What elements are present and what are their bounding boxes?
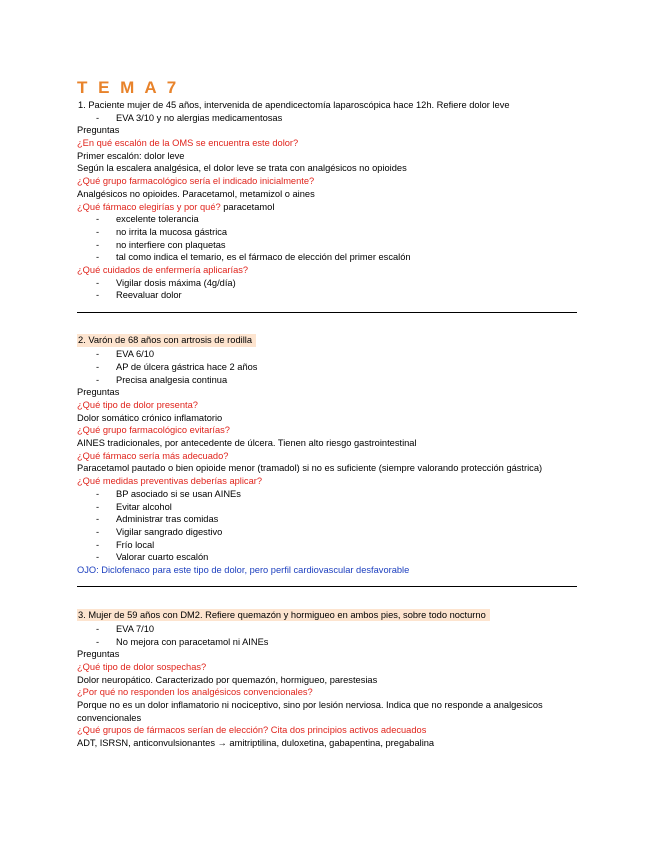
list-item: - EVA 7/10 — [77, 623, 577, 636]
case-3-question-3: ¿Qué grupos de fármacos serían de elección? Cita dos principios activos adecuados — [77, 725, 427, 736]
case-1-details — [77, 112, 577, 125]
case-3-preguntas-label: Preguntas — [77, 649, 120, 660]
case-1-question-1: ¿En qué escalón de la OMS se encuentra este dolor? — [77, 138, 299, 148]
case-1-question-2: ¿Qué grupo farmacológico sería el indicado inicialmente? — [77, 176, 315, 187]
list-item: - tal como indica el temario, es el fármaco de elección del primer escalón — [77, 251, 577, 264]
list-item: - No mejora con paracetamol ni AINEs — [77, 636, 577, 649]
list-item: - no irrita la mucosa gástrica — [77, 226, 577, 239]
case-2-heading: 2. Varón de 68 años con artrosis de rodilla — [77, 334, 256, 347]
case-1-question-3-row — [77, 201, 577, 214]
list-item: - BP asociado si se usan AINEs — [77, 488, 577, 501]
list-item: - Administrar tras comidas — [77, 513, 577, 526]
case-3-answer-2: Porque no es un dolor inflamatorio ni nociceptivo, sino por lesión nerviosa. Indica que no responde a analgesicos convencionales — [77, 700, 543, 723]
list-item: - EVA 6/10 — [77, 348, 577, 361]
list-item: - Vigilar sangrado digestivo — [77, 526, 577, 539]
case-3-answer-3: ADT, ISRSN, anticonvulsionantes → amitriptilina, duloxetina, gabapentina, pregabalina — [77, 738, 435, 749]
list-item: - Evitar alcohol — [77, 501, 577, 514]
case-1-answer-4-list — [77, 277, 577, 302]
page-title: T E M A 7 — [77, 78, 180, 97]
case-1-answer-3-list — [77, 213, 577, 264]
document-page — [77, 78, 577, 750]
case-2-answer-3: Paracetamol pautado o bien opioide menor (tramadol) si no es suficiente (siempre valorando protección gástrica) — [77, 463, 543, 474]
case-2-question-2: ¿Qué grupo farmacológico evitarías? — [77, 425, 230, 436]
list-item: - no interfiere con plaquetas — [77, 239, 577, 252]
case-2-question-3: ¿Qué fármaco sería más adecuado? — [77, 450, 229, 461]
list-item: - Reevaluar dolor — [77, 289, 577, 302]
list-item: - Precisa analgesia continua — [77, 374, 577, 387]
case-2-preguntas-label: Preguntas — [77, 387, 120, 398]
case-1-answer-3-inline: paracetamol — [220, 201, 275, 212]
case-2-question-4: ¿Qué medidas preventivas deberías aplicar? — [77, 476, 263, 487]
case-2-answer-4-list — [77, 488, 577, 564]
case-2-details — [77, 348, 577, 386]
list-item: - AP de úlcera gástrica hace 2 años — [77, 361, 577, 374]
case-3-question-2: ¿Por qué no responden los analgésicos convencionales? — [77, 687, 313, 698]
list-item: - Valorar cuarto escalón — [77, 551, 577, 564]
list-item: - excelente tolerancia — [77, 213, 577, 226]
case-1-answer-1b: Según la escalera analgésica, el dolor leve se trata con analgésicos no opioides — [77, 163, 407, 174]
case-1-heading: 1. Paciente mujer de 45 años, intervenida de apendicectomía laparoscópica hace 12h. Refiere dolor leve — [78, 100, 510, 110]
list-item: - EVA 3/10 y no alergias medicamentosas — [77, 112, 577, 125]
case-2-answer-1: Dolor somático crónico inflamatorio — [77, 412, 223, 423]
case-1-answer-1a: Primer escalón: dolor leve — [77, 150, 185, 161]
list-item: - Frío local — [77, 539, 577, 552]
case-2-answer-2: AINES tradicionales, por antecedente de úlcera. Tienen alto riesgo gastrointestinal — [77, 438, 417, 449]
case-3-details — [77, 623, 577, 648]
list-item: - Vigilar dosis máxima (4g/día) — [77, 277, 577, 290]
case-2-note: OJO: Diclofenaco para este tipo de dolor, pero perfil cardiovascular desfavorable — [77, 565, 410, 576]
case-1-question-4: ¿Qué cuidados de enfermería aplicarías? — [77, 265, 249, 276]
case-3-heading: 3. Mujer de 59 años con DM2. Refiere quemazón y hormigueo en ambos pies, sobre todo nocturno — [77, 609, 490, 622]
case-3-question-1: ¿Qué tipo de dolor sospechas? — [77, 661, 207, 672]
case-1-answer-2: Analgésicos no opioides. Paracetamol, metamizol o aines — [77, 188, 315, 199]
case-1-question-3: ¿Qué fármaco elegirías y por qué? — [77, 201, 221, 212]
case-1-preguntas-label: Preguntas — [77, 125, 120, 136]
case-2-question-1: ¿Qué tipo de dolor presenta? — [77, 399, 198, 410]
case-3-answer-1: Dolor neuropático. Caracterizado por quemazón, hormigueo, parestesias — [77, 674, 378, 685]
